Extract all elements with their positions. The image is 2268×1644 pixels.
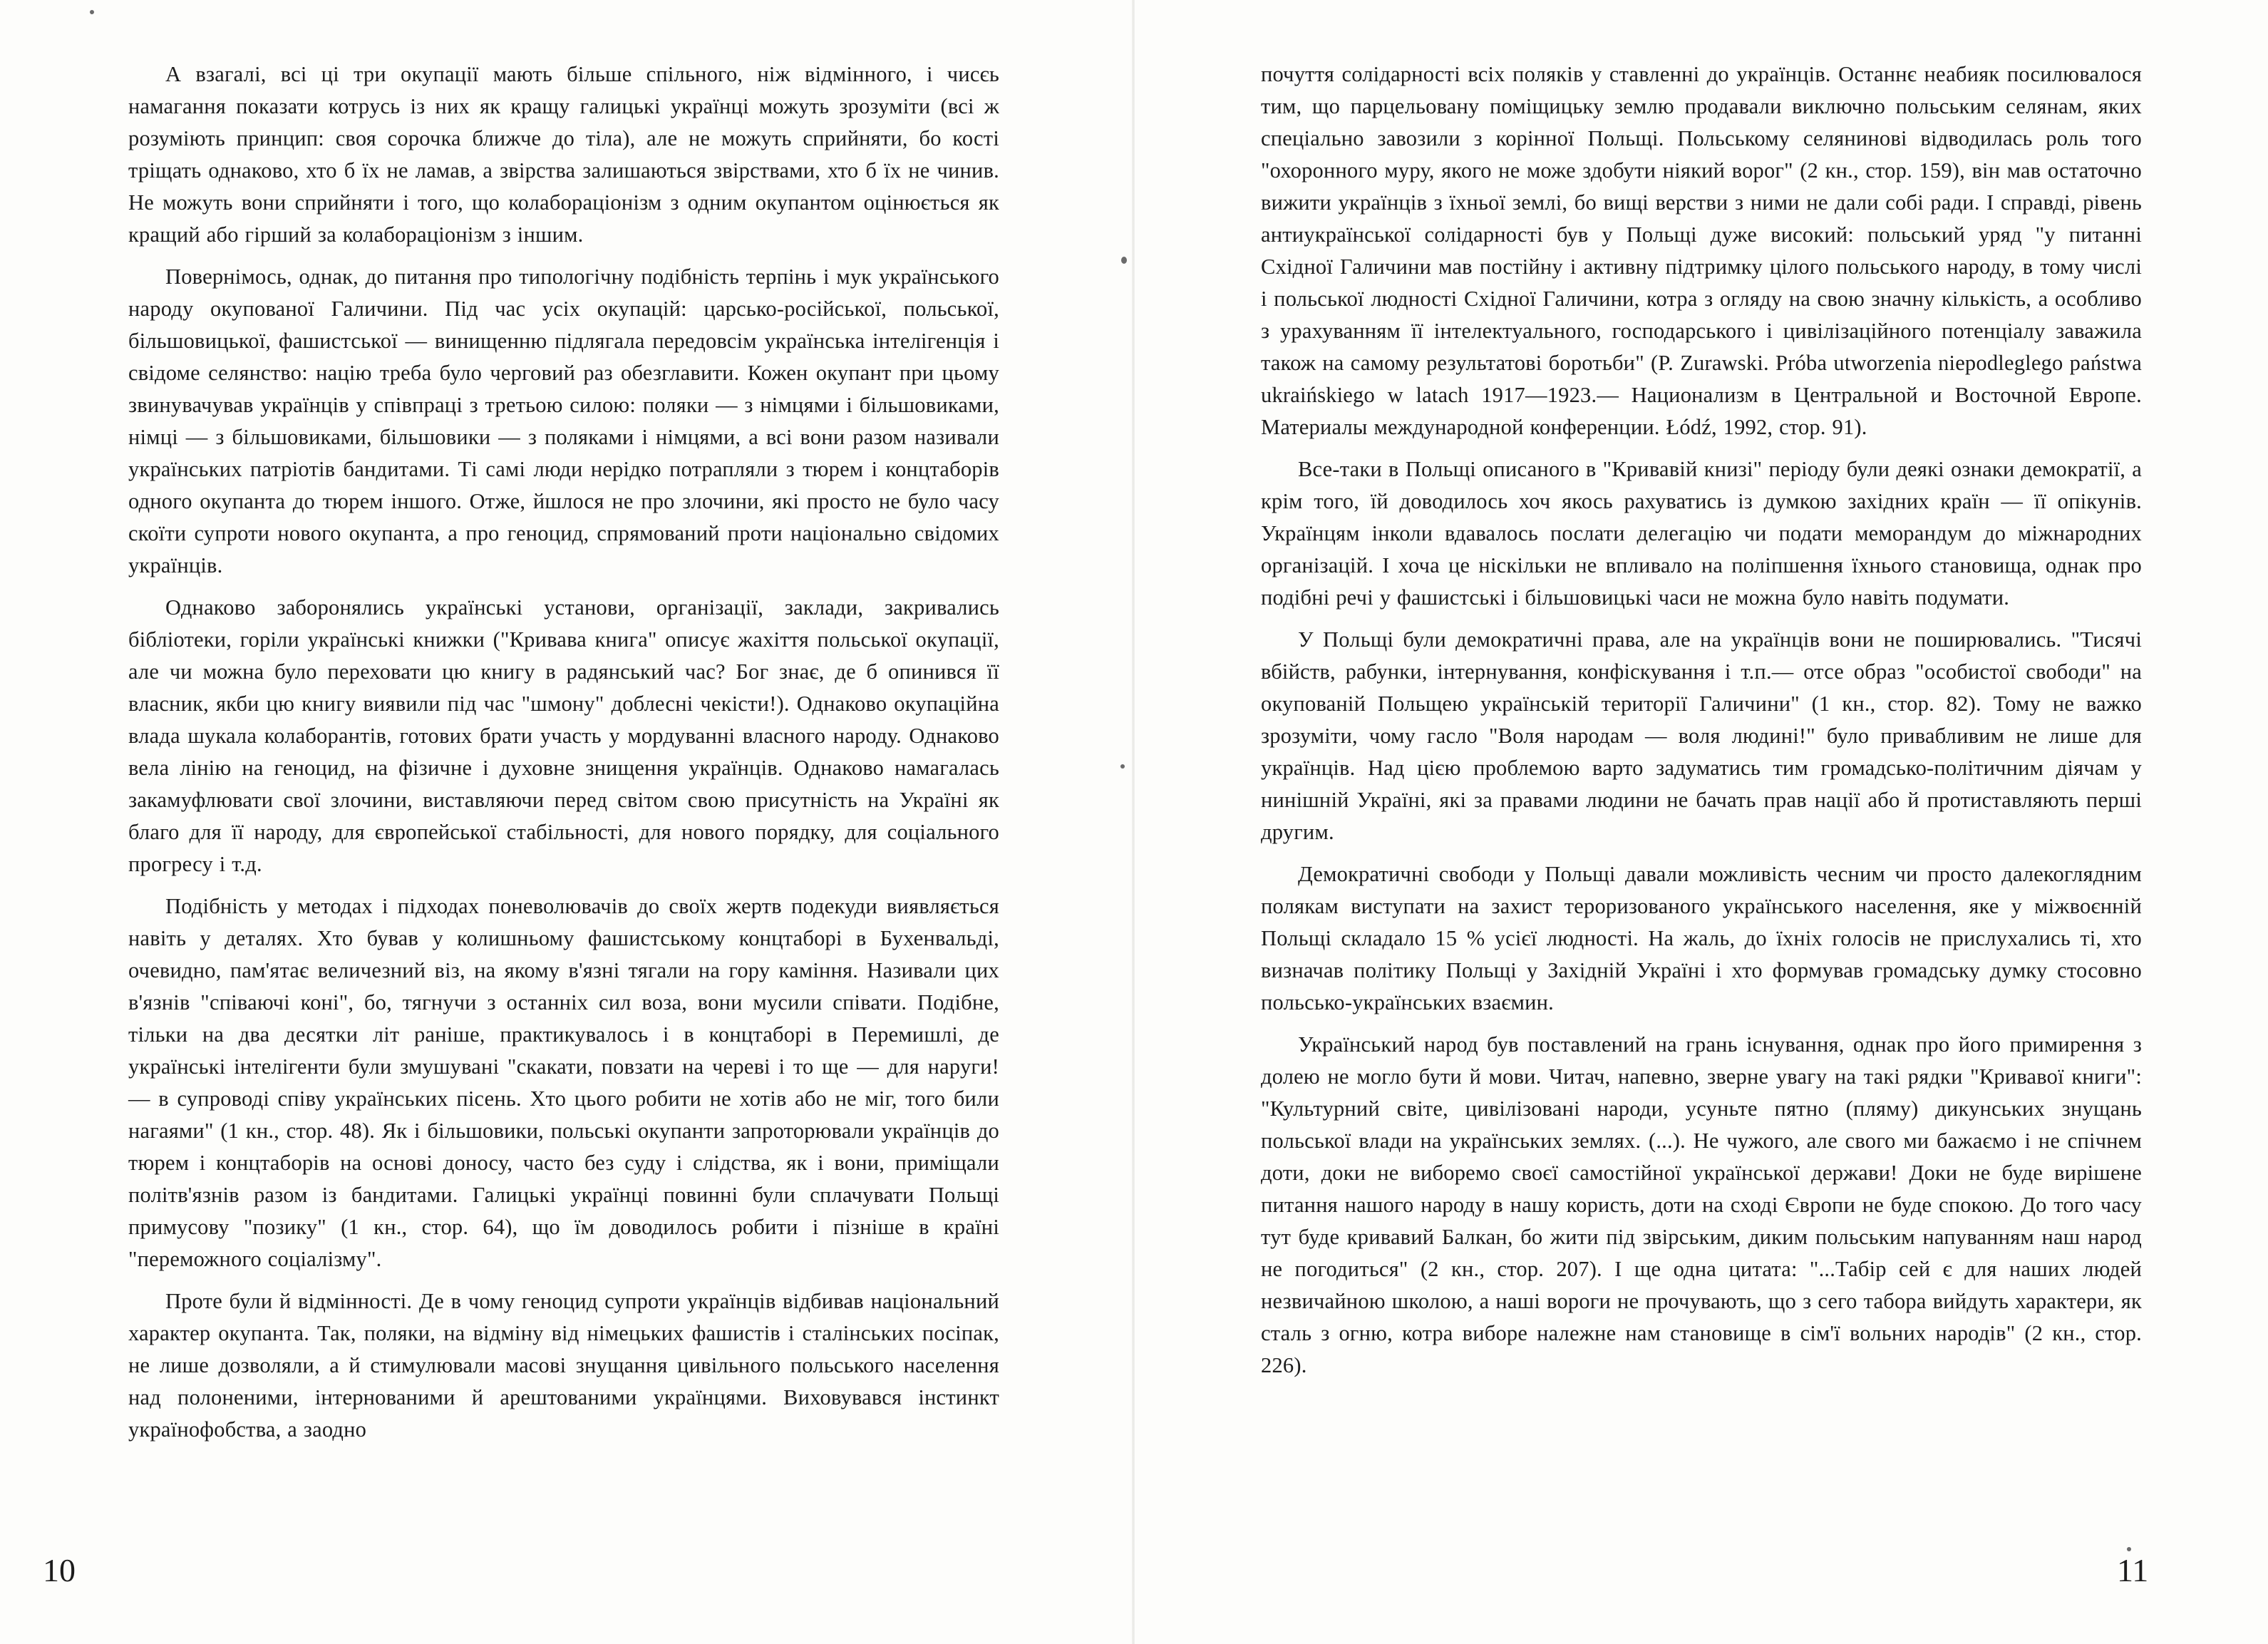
paragraph: Все-таки в Польщі описаного в "Кривавій книзі" періоду були деякі ознаки демократії, а крім того, їй доводилось хоч якось рахуватись із думкою західних країн — її опікунів. Українцям інколи вдавалось послати делегацію чи подати меморандум до міжнародних організацій. І хоча це ніскільки не впливало на поліпшення їхнього становища, однак про подібні речі у фашистські і більшовицькі часи не можна було навіть подумати.: [1261, 457, 2142, 610]
page-number-right: 11: [2117, 1552, 2149, 1588]
left-page-text: [128, 58, 999, 1456]
paragraph: почуття солідарності всіх поляків у ставленні до українців. Останнє неабияк посилювалося тим, що парцельовану поміщицьку землю продавали виключно польським селянам, яких спеціально завозили з корінної Польщі. Польському селянинові відводилась роль того "охоронного муру, якого не може здобути ніякий ворог" (2 кн., стор. 159), він мав остаточно вижити українців з їхньої землі, бо вищі верстви з ними не дали собі ради. І справді, рівень антиукраїнської солідарності був у Польщі дуже високий: польський уряд "у питанні Східної Галичини мав постійну і активну підтримку цілого польського народу, в тому числі і польської людності Східної Галичини, котра з огляду на свою значну кількість, а особливо з урахуванням її інтелектуального, господарського і цивілізаційного потенціалу заважила також на самому результатові боротьби" (P. Zurawski. Próba utworzenia niepodleglego państwa ukraińskiego w latach 1917—1923.— Национализм в Центральной и Восточной Европе. Материалы международной конференции. Łódź, 1992, стор. 91).: [1261, 62, 2142, 439]
right-page-text: [1261, 58, 2142, 1392]
paragraph: Однаково заборонялись українські установи, організації, заклади, закривались бібліотеки, горіли українські книжки ("Кривава книга" описує жахіття польської окупації, але чи можна було переховати цю книгу в радянський час? Бог знає, де б опинився її власник, якби цю книгу виявили під час "шмону" доблесні чекісти!). Однаково окупаційна влада шукала колаборантів, готових брати участь у мордуванні власного народу. Однаково вела лінію на геноцид, на фізичне і духовне знищення українців. Однаково намагалась закамуфлювати свої злочини, виставляючи перед світом свою присутність на Україні як благо для її народу, для європейської стабільності, для нового порядку, для соціального прогресу і т.д.: [128, 595, 999, 876]
paragraph: У Польщі були демократичні права, але на українців вони не поширювались. "Тисячі вбійств, рабунки, інтернування, конфіскування і т.п.— отсе образ "особистої свободи" на окупованій Польщею українській території Галичини" (1 кн., стор. 82). Тому не важко зрозуміти, чому гасло "Воля народам — воля людині!" було привабливим не лише для українців. Над цією проблемою варто задуматись тим громадсько-політичним діячам у нинішній Україні, які за правами людини не бачать прав нації або й протиставляють перші другим.: [1261, 627, 2142, 844]
paragraph: Повернімось, однак, до питання про типологічну подібність терпінь і мук українського народу окупованої Галичини. Під час усіх окупацій: царсько-російської, польської, більшовицької, фашистської — винищенню підлягала передовсім українська інтелігенція і свідоме селянство: націю треба було черговий раз обезглавити. Кожен окупант при цьому звинувачував українців у співпраці з третьою силою: поляки — з німцями і більшовиками, німці — з більшовиками, більшовики — з поляками і німцями, а всі вони разом називали українських патріотів бандитами. Ті самі люди нерідко потрапляли з тюрем і концтаборів одного окупанта до тюрем іншого. Отже, йшлося не про злочини, які просто не було часу скоїти супроти нового окупанта, а про геноцид, спрямований проти національно свідомих українців.: [128, 264, 999, 577]
scan-speck: [2127, 1547, 2131, 1551]
scan-speck: [1121, 257, 1127, 264]
scan-speck: [1120, 764, 1125, 769]
page-number-left: 10: [43, 1552, 76, 1588]
right-page: [1134, 0, 2268, 1644]
paragraph: Український народ був поставлений на грань існування, однак про його примирення з долею не могло бути й мови. Читач, напевно, зверне увагу на такі рядки "Кривавої книги": "Культурний світе, цивілізовані народи, усуньте пятно (пляму) дикунських знущань польської влади на українських землях. (...). Не чужого, але свого ми бажаємо і не спічнем доти, доки не виборемо своєї самостійної української держави! Доки не буде вирішене питання нашого народу в нашу користь, доти на сході Європи не буде спокою. До того часу тут буде кривавий Балкан, бо жити під звірським, диким польським напуванням наш народ не погодиться" (2 кн., стор. 207). І ще одна цитата: "...Табір сей є для наших людей незвичайною школою, а наші вороги не прочувають, що з сего табора вийдуть характери, як сталь з огню, котра вибоpе належне нам становище в сім'ї вольних народів" (2 кн., стор. 226).: [1261, 1032, 2142, 1377]
paragraph: Демократичні свободи у Польщі давали можливість чесним чи просто далекоглядним полякам виступати на захист тероризованого українського населення, яке у міжвоєнній Польщі складало 15 % усієї людності. На жаль, до їхніх голосів не прислухались ті, хто визначав політику Польщі у Західній Україні і хто формував громадську думку стосовно польсько-українських взаємин.: [1261, 862, 2142, 1014]
paragraph: Подібність у методах і підходах поневолювачів до своїх жертв подекуди виявляється навіть у деталях. Хто бував у колишньому фашистському концтаборі в Бухенвальді, очевидно, пам'ятає величезний віз, на якому в'язні тягали на гору каміння. Називали цих в'язнів "співаючі коні", бо, тягнучи з останніх сил воза, вони мусили співати. Подібне, тільки на два десятки літ раніше, практикувалось і в концтаборі в Перемишлі, де українські інтелігенти були змушувані "скакати, повзати на череві і то ще — для наруги! — в супроводі співу українських пісень. Хто цього робити не хотів або не міг, того били нагаями" (1 кн., стор. 48). Як і більшовики, польські окупанти запроторювали українців до тюрем і концтаборів на основі доносу, часто без суду і слідства, як і вони, приміщали політв'язнів разом із бандитами. Галицькі українці повинні були сплачувати Польщі примусову "позику" (1 кн., стор. 64), що їм доводилось робити і пізніше в країні "переможного соціалізму".: [128, 894, 999, 1271]
paragraph: Проте були й відмінності. Де в чому геноцид супроти українців відбивав національний характер окупанта. Так, поляки, на відміну від німецьких фашистів і сталінських посіпак, не лише дозволяли, а й стимулювали масові знущання цивільного польського населення над полоненими, інтернованими й арештованими українцями. Виховувався інстинкт українофобства, а заодно: [128, 1289, 999, 1442]
paragraph: А взагалі, всі ці три окупації мають більше спільного, ніж відмінного, і чисєь намагання показати котрусь із них як кращу галицькі українці можуть зрозуміти (всі ж розуміють принцип: своя сорочка ближче до тіла), але не можуть сприйняти, бо кості тріщать однаково, хто б їх не ламав, а звірства залишаються звірствами, хто б їх не чинив. Не можуть вони сприйняти і того, що колабораціонізм з одним окупантом оцінюється як кращий або гірший за колабораціонізм з іншим.: [128, 62, 999, 247]
scan-speck: [90, 10, 94, 14]
